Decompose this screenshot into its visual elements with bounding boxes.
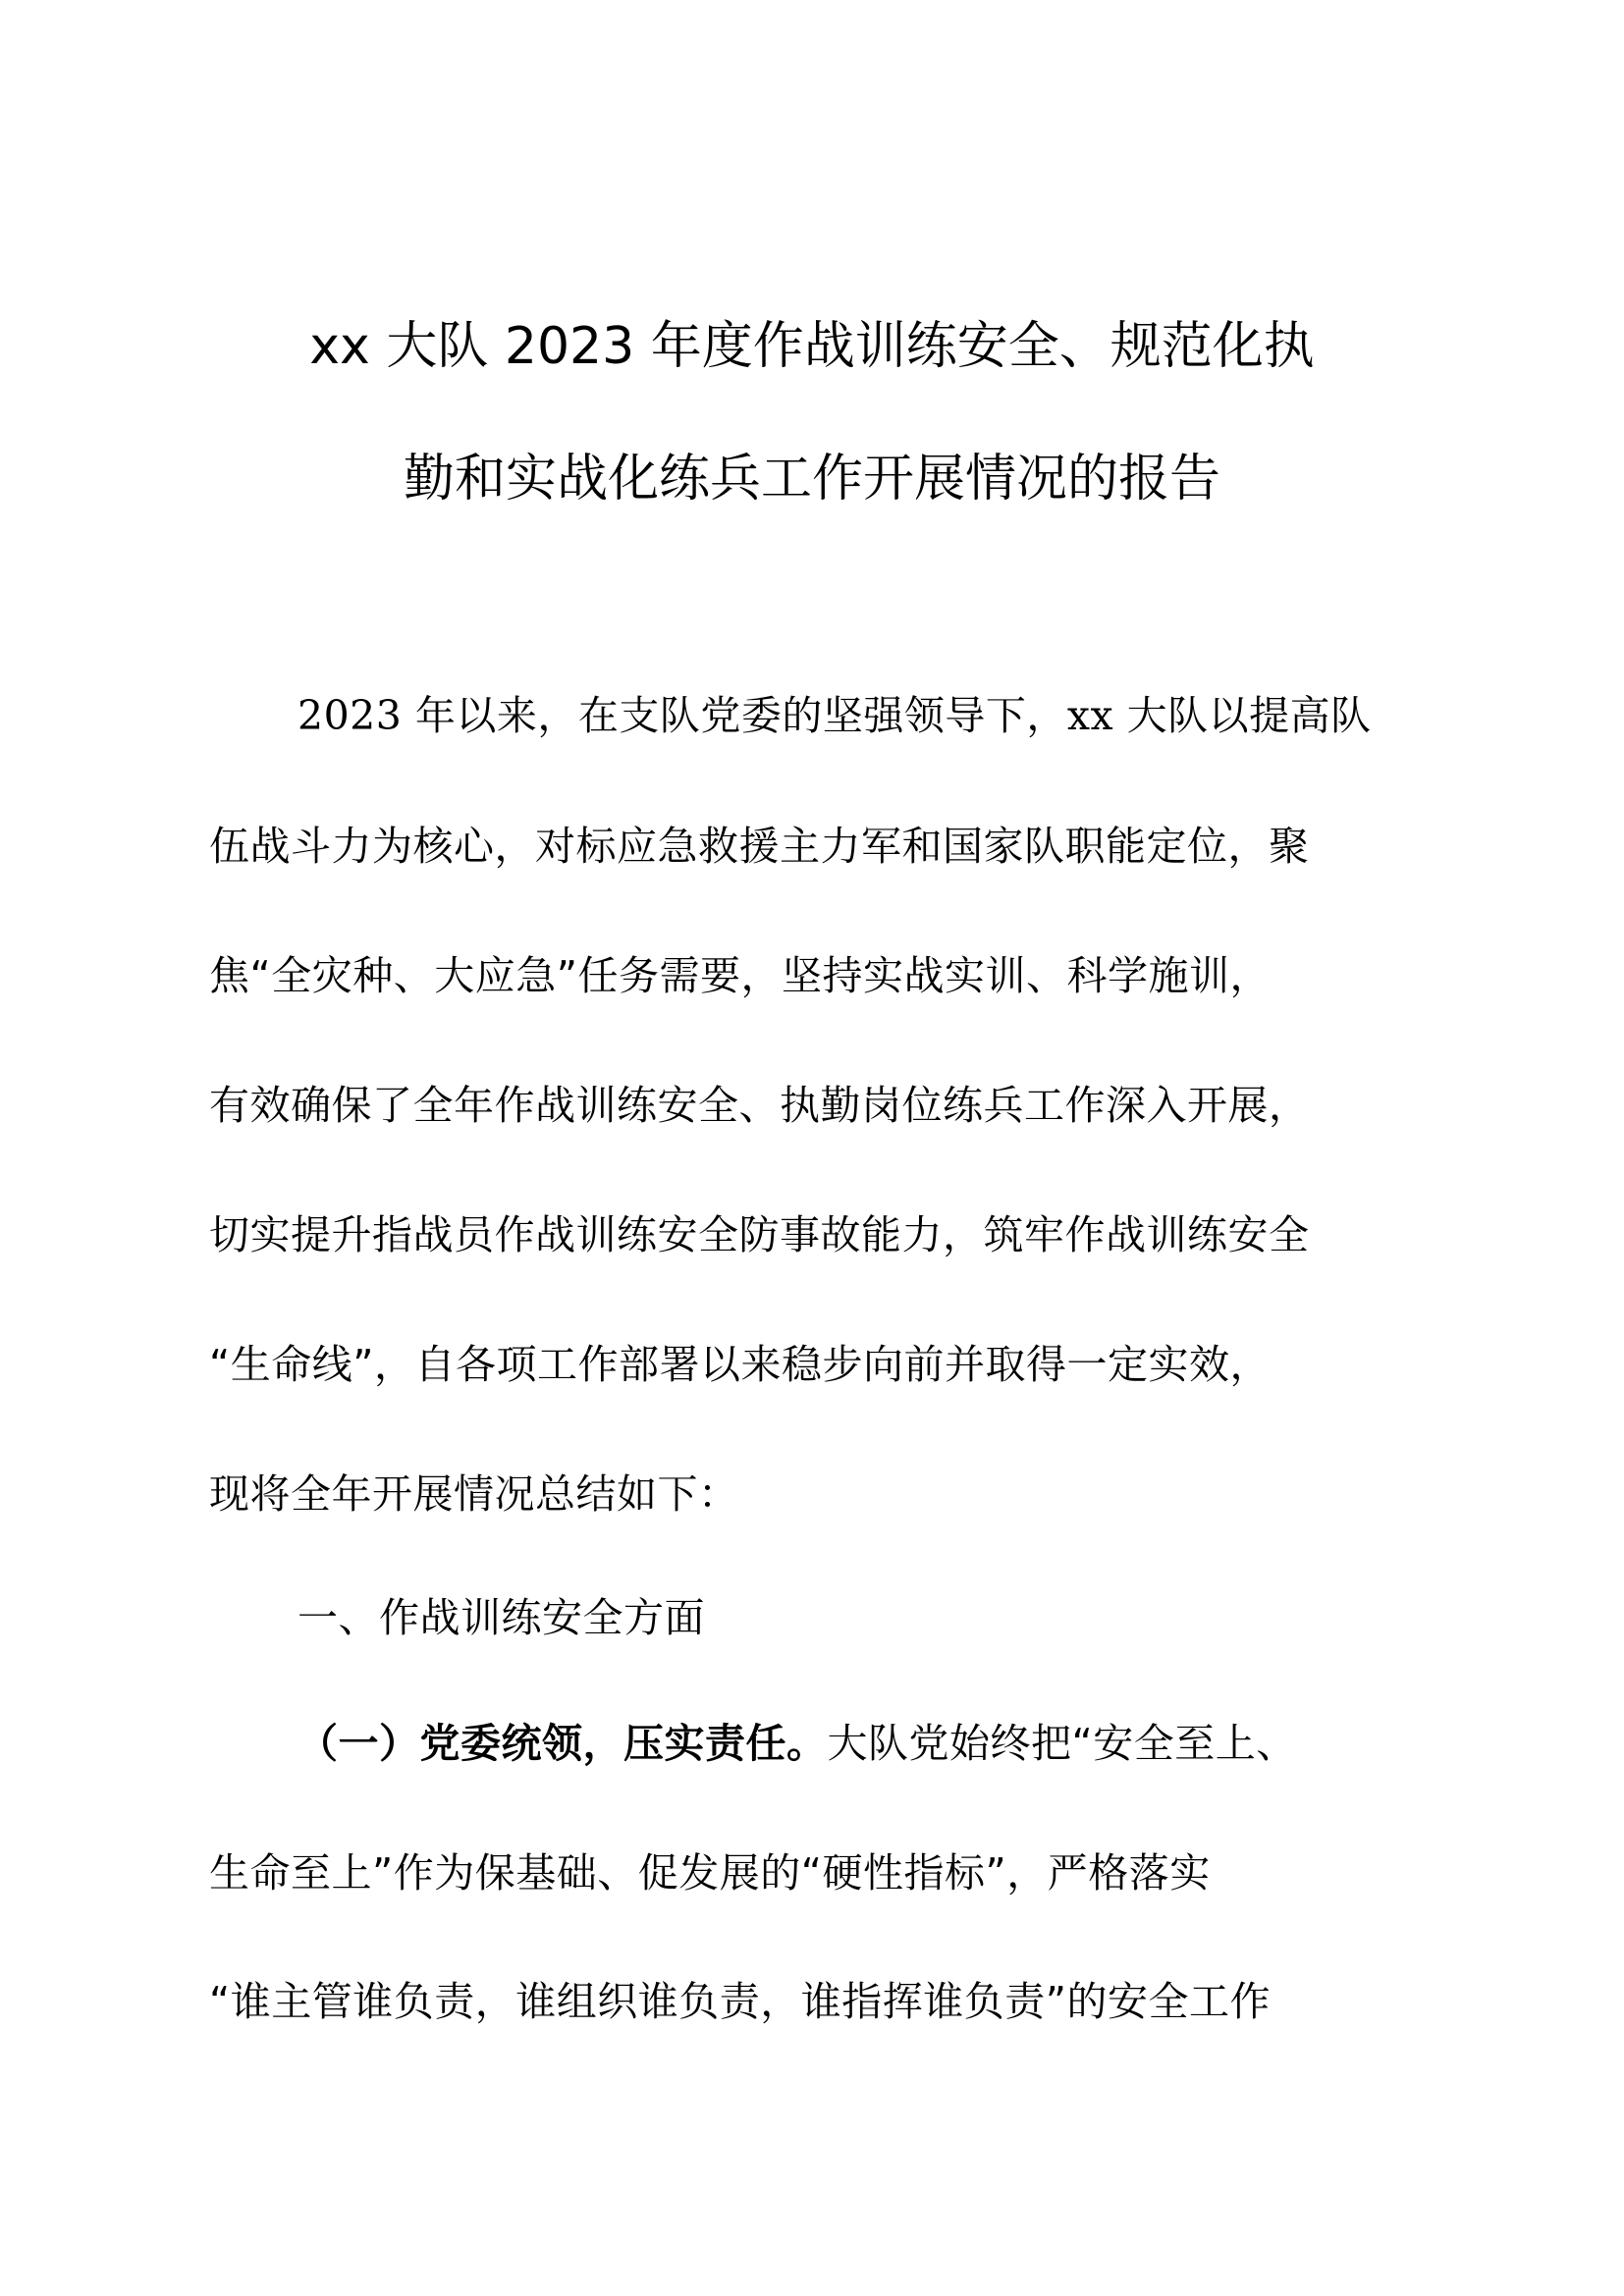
intro-line-6: “生命线”，自各项工作部署以来稳步向前并取得一定实效，: [209, 1341, 1271, 1388]
intro-line-5: 切实提升指战员作战训练安全防事故能力，筑牢作战训练安全: [209, 1211, 1310, 1258]
subsection-1-line-2: 生命至上”作为保基础、促发展的“硬性指标”，严格落实: [209, 1849, 1211, 1896]
document-title-line-1: xx 大队 2023 年度作战训练安全、规范化执: [309, 317, 1315, 376]
intro-line-1-text-a: 年以来，在支队党委的坚强领导下，: [402, 692, 1067, 739]
subsection-1-line-1-rest: 大队党始终把“安全至上、: [827, 1720, 1297, 1767]
intro-line-1-text-b: 大队以提高队: [1113, 692, 1372, 739]
intro-line-1: [298, 690, 1515, 741]
subsection-1-line-1: [298, 1718, 1515, 1769]
intro-line-2: 伍战斗力为核心，对标应急救援主力军和国家队职能定位，聚: [209, 823, 1310, 870]
intro-line-7: 现将全年开展情况总结如下：: [209, 1470, 739, 1518]
subsection-1-lead: （一）党委统领，压实责任。: [298, 1720, 828, 1767]
document-title-line-2: 勤和实战化练兵工作开展情况的报告: [403, 450, 1220, 508]
intro-line-4: 有效确保了全年作战训练安全、执勤岗位练兵工作深入开展，: [209, 1082, 1310, 1129]
intro-line-3: 焦“全灾种、大应急”任务需要，坚持实战实训、科学施训，: [209, 952, 1271, 999]
subsection-1-line-3: “谁主管谁负责，谁组织谁负责，谁指挥谁负责”的安全工作: [209, 1978, 1271, 2025]
intro-unit-name: xx: [1066, 692, 1114, 739]
intro-year: 2023: [298, 692, 403, 739]
section-heading-1: 一、作战训练安全方面: [298, 1594, 705, 1641]
